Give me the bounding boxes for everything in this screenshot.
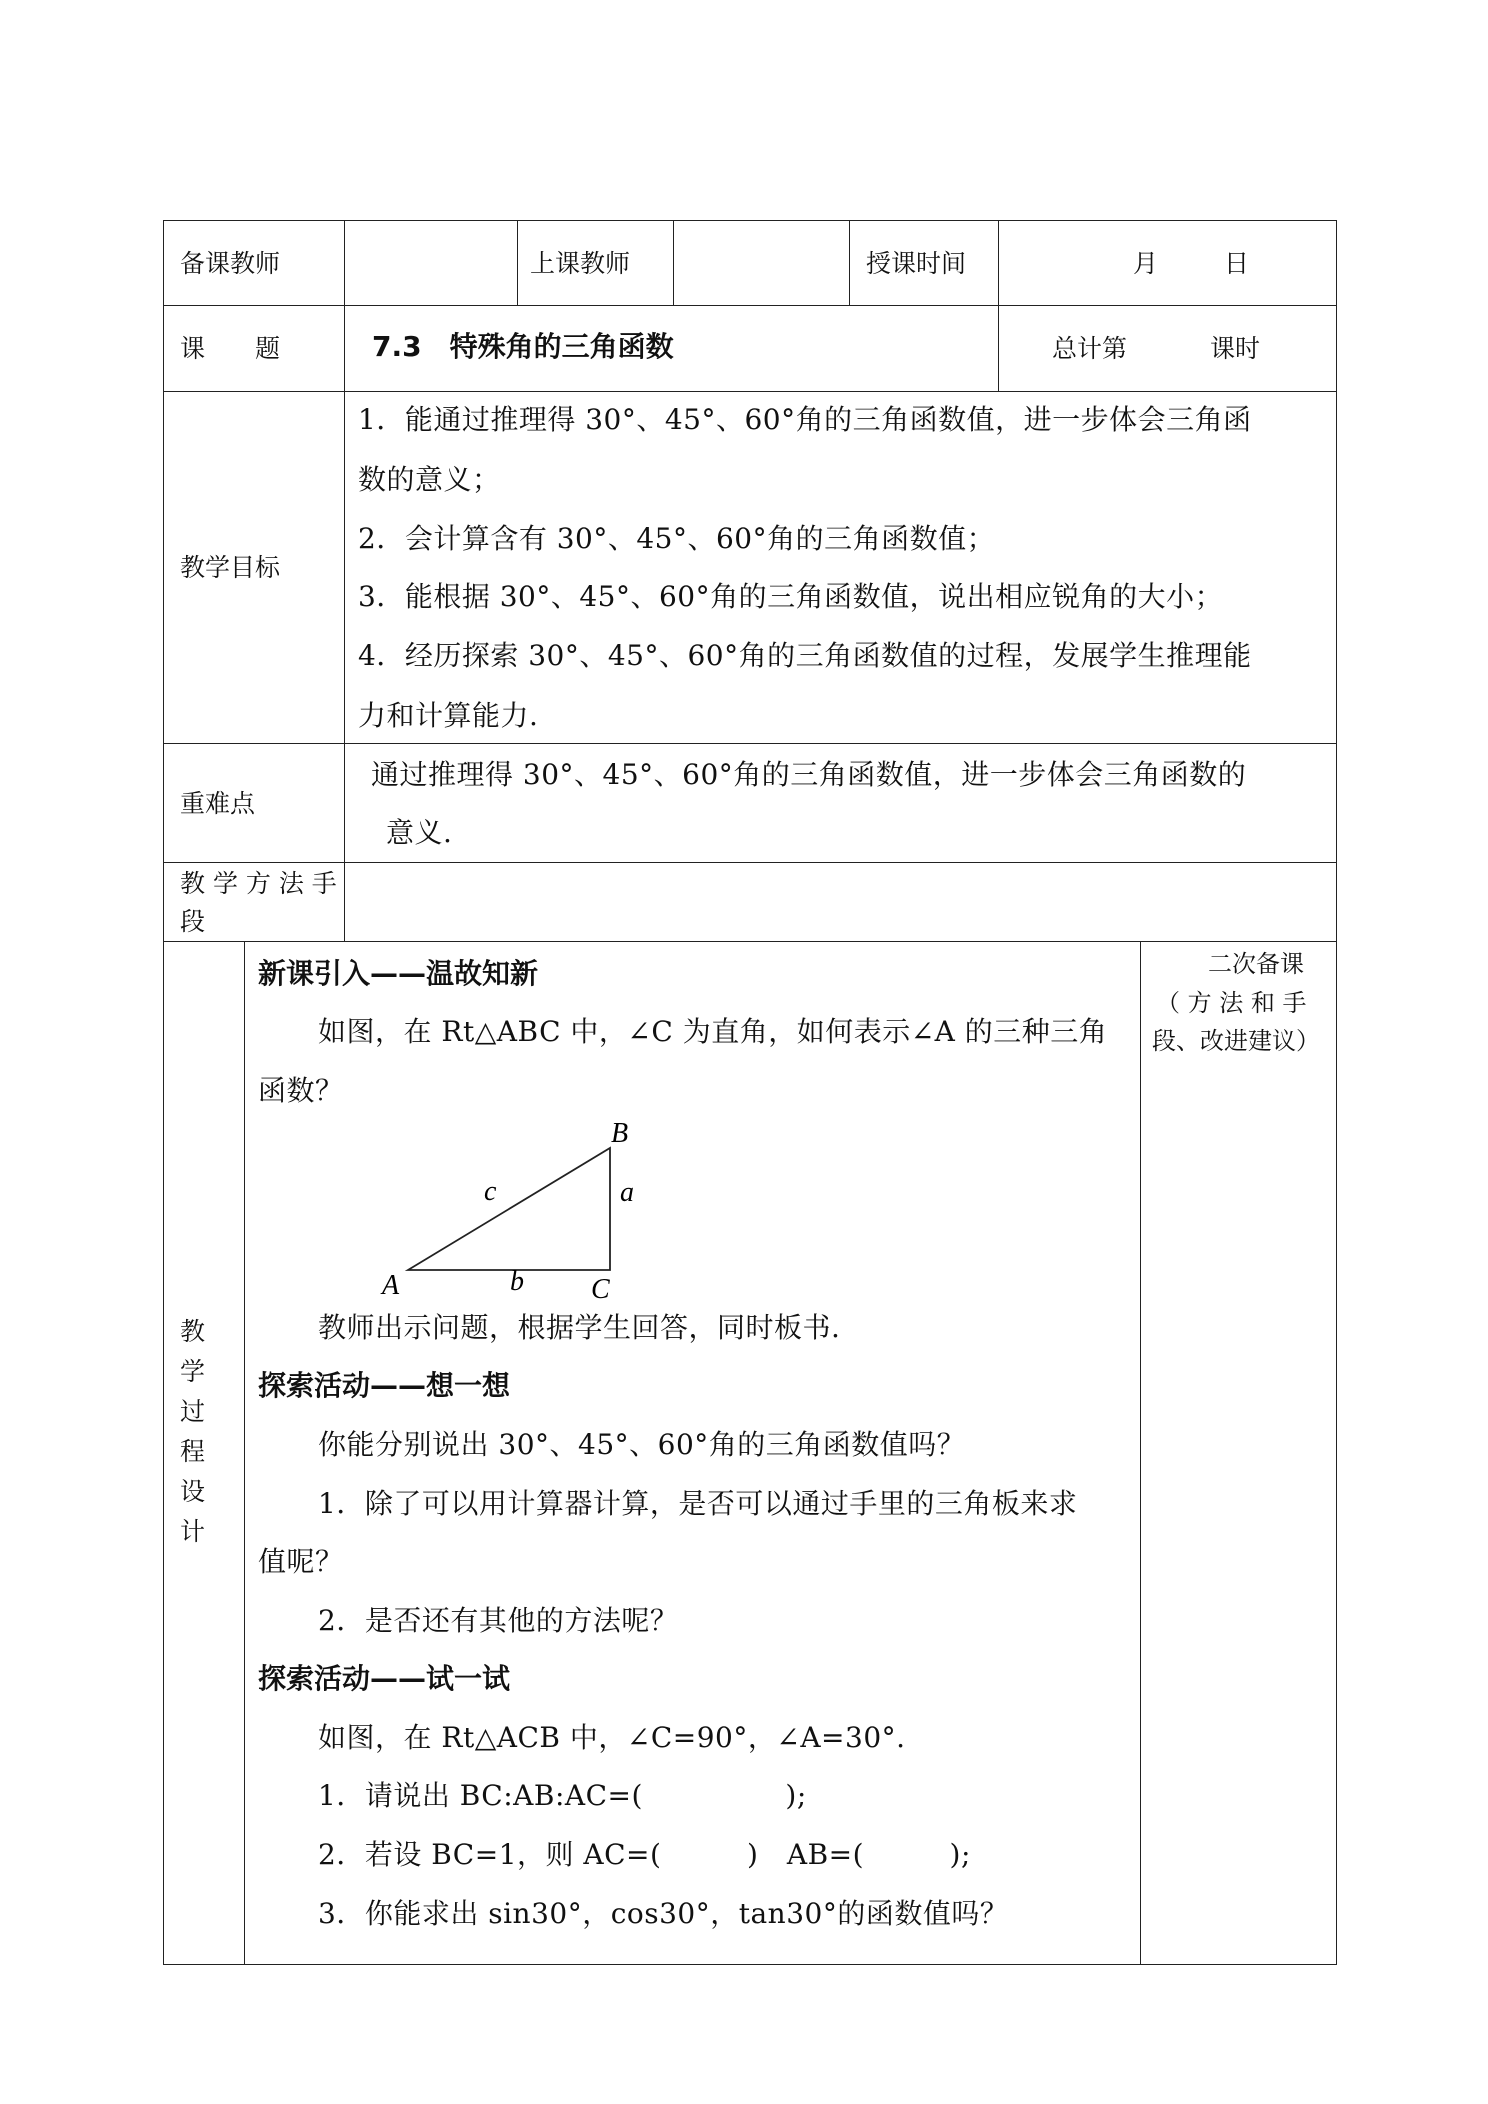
methods-label-cont: 段 [180,907,206,936]
section-line: 2．是否还有其他的方法呢？ [318,1604,679,1637]
row-divider [163,743,1336,744]
table-border-left [163,220,164,1965]
process-label-char: 计 [180,1517,206,1546]
objective-line: 3．能根据 30°、45°、60°角的三角函数值，说出相应锐角的大小； [358,580,1224,613]
time-label: 授课时间 [866,249,967,278]
triangle-shape [408,1148,610,1270]
topic-label: 课 题 [180,334,281,363]
process-label-char: 过 [180,1397,206,1426]
col-divider [998,305,999,391]
objective-line: 4．经历探索 30°、45°、60°角的三角函数值的过程，发展学生推理能 [358,639,1252,672]
hours-label: 课时 [1210,334,1261,363]
methods-label: 教 学 方 法 手 [180,869,337,898]
col-divider [344,220,345,942]
section-title: 新课引入——温故知新 [258,957,539,990]
vertex-label-c: C [591,1274,610,1303]
objective-line: 力和计算能力. [358,699,539,732]
key-points-line: 意义. [386,816,453,849]
vertex-label-b: B [611,1118,629,1149]
section-line: 如图，在 Rt△ABC 中，∠C 为直角，如何表示∠A 的三种三角 [318,1015,1108,1048]
second-prep-note: 段、改进建议） [1152,1027,1320,1055]
table-border-bottom [163,1964,1336,1965]
section-line: 值呢？ [258,1545,344,1578]
process-label-char: 设 [180,1477,206,1506]
vertex-label-a: A [382,1270,400,1301]
section-line: 函数？ [258,1074,344,1107]
row-divider [163,862,1336,863]
right-triangle-figure [370,1118,670,1303]
objective-line: 2．会计算含有 30°、45°、60°角的三角函数值； [358,522,996,555]
day-label: 日 [1224,249,1250,278]
row-divider [163,941,1336,942]
col-divider [1140,941,1141,1965]
objectives-label: 教学目标 [180,553,281,582]
section-title: 探索活动——试一试 [258,1662,511,1695]
objective-line: 数的意义； [358,463,501,496]
lesson-title: 7.3 特殊角的三角函数 [372,330,674,363]
col-divider [998,220,999,306]
col-divider [517,220,518,306]
second-prep-title: 二次备课 [1208,950,1304,978]
key-points-line: 通过推理得 30°、45°、60°角的三角函数值，进一步体会三角函数的 [371,758,1247,791]
process-label-char: 程 [180,1437,206,1466]
total-label: 总计第 [1052,334,1128,363]
section-line: 1．请说出 BC:AB:AC=( ); [318,1779,807,1812]
section-line: 你能分别说出 30°、45°、60°角的三角函数值吗？ [318,1428,966,1461]
section-line: 1．除了可以用计算器计算，是否可以通过手里的三角板来求 [318,1487,1078,1520]
process-label-char: 学 [180,1357,206,1386]
month-label: 月 [1133,249,1159,278]
table-border-right [1336,220,1337,1965]
side-label-b: b [510,1266,524,1297]
table-border-top [163,220,1336,221]
side-label-a: a [620,1177,634,1208]
objective-line: 1．能通过推理得 30°、45°、60°角的三角函数值，进一步体会三角函 [358,403,1252,436]
section-title: 探索活动——想一想 [258,1369,511,1402]
col-divider [673,220,674,306]
row-divider [163,391,1336,392]
row-divider [163,305,1336,306]
class-teacher-label: 上课教师 [530,249,631,278]
key-points-label: 重难点 [180,789,256,818]
teacher-note: 教师出示问题，根据学生回答，同时板书. [318,1311,841,1344]
section-line: 3．你能求出 sin30°，cos30°，tan30°的函数值吗？ [318,1897,1009,1930]
section-line: 如图，在 Rt△ACB 中，∠C=90°，∠A=30°. [318,1721,906,1754]
col-divider [244,941,245,1965]
section-line: 2．若设 BC=1，则 AC=( ) AB=( ); [318,1838,971,1871]
second-prep-note: （ 方 法 和 手 [1156,989,1307,1017]
prep-teacher-label: 备课教师 [180,249,281,278]
process-label [180,1312,210,1552]
process-label-char: 教 [180,1317,206,1346]
side-label-c: c [484,1176,497,1207]
col-divider [849,220,850,306]
